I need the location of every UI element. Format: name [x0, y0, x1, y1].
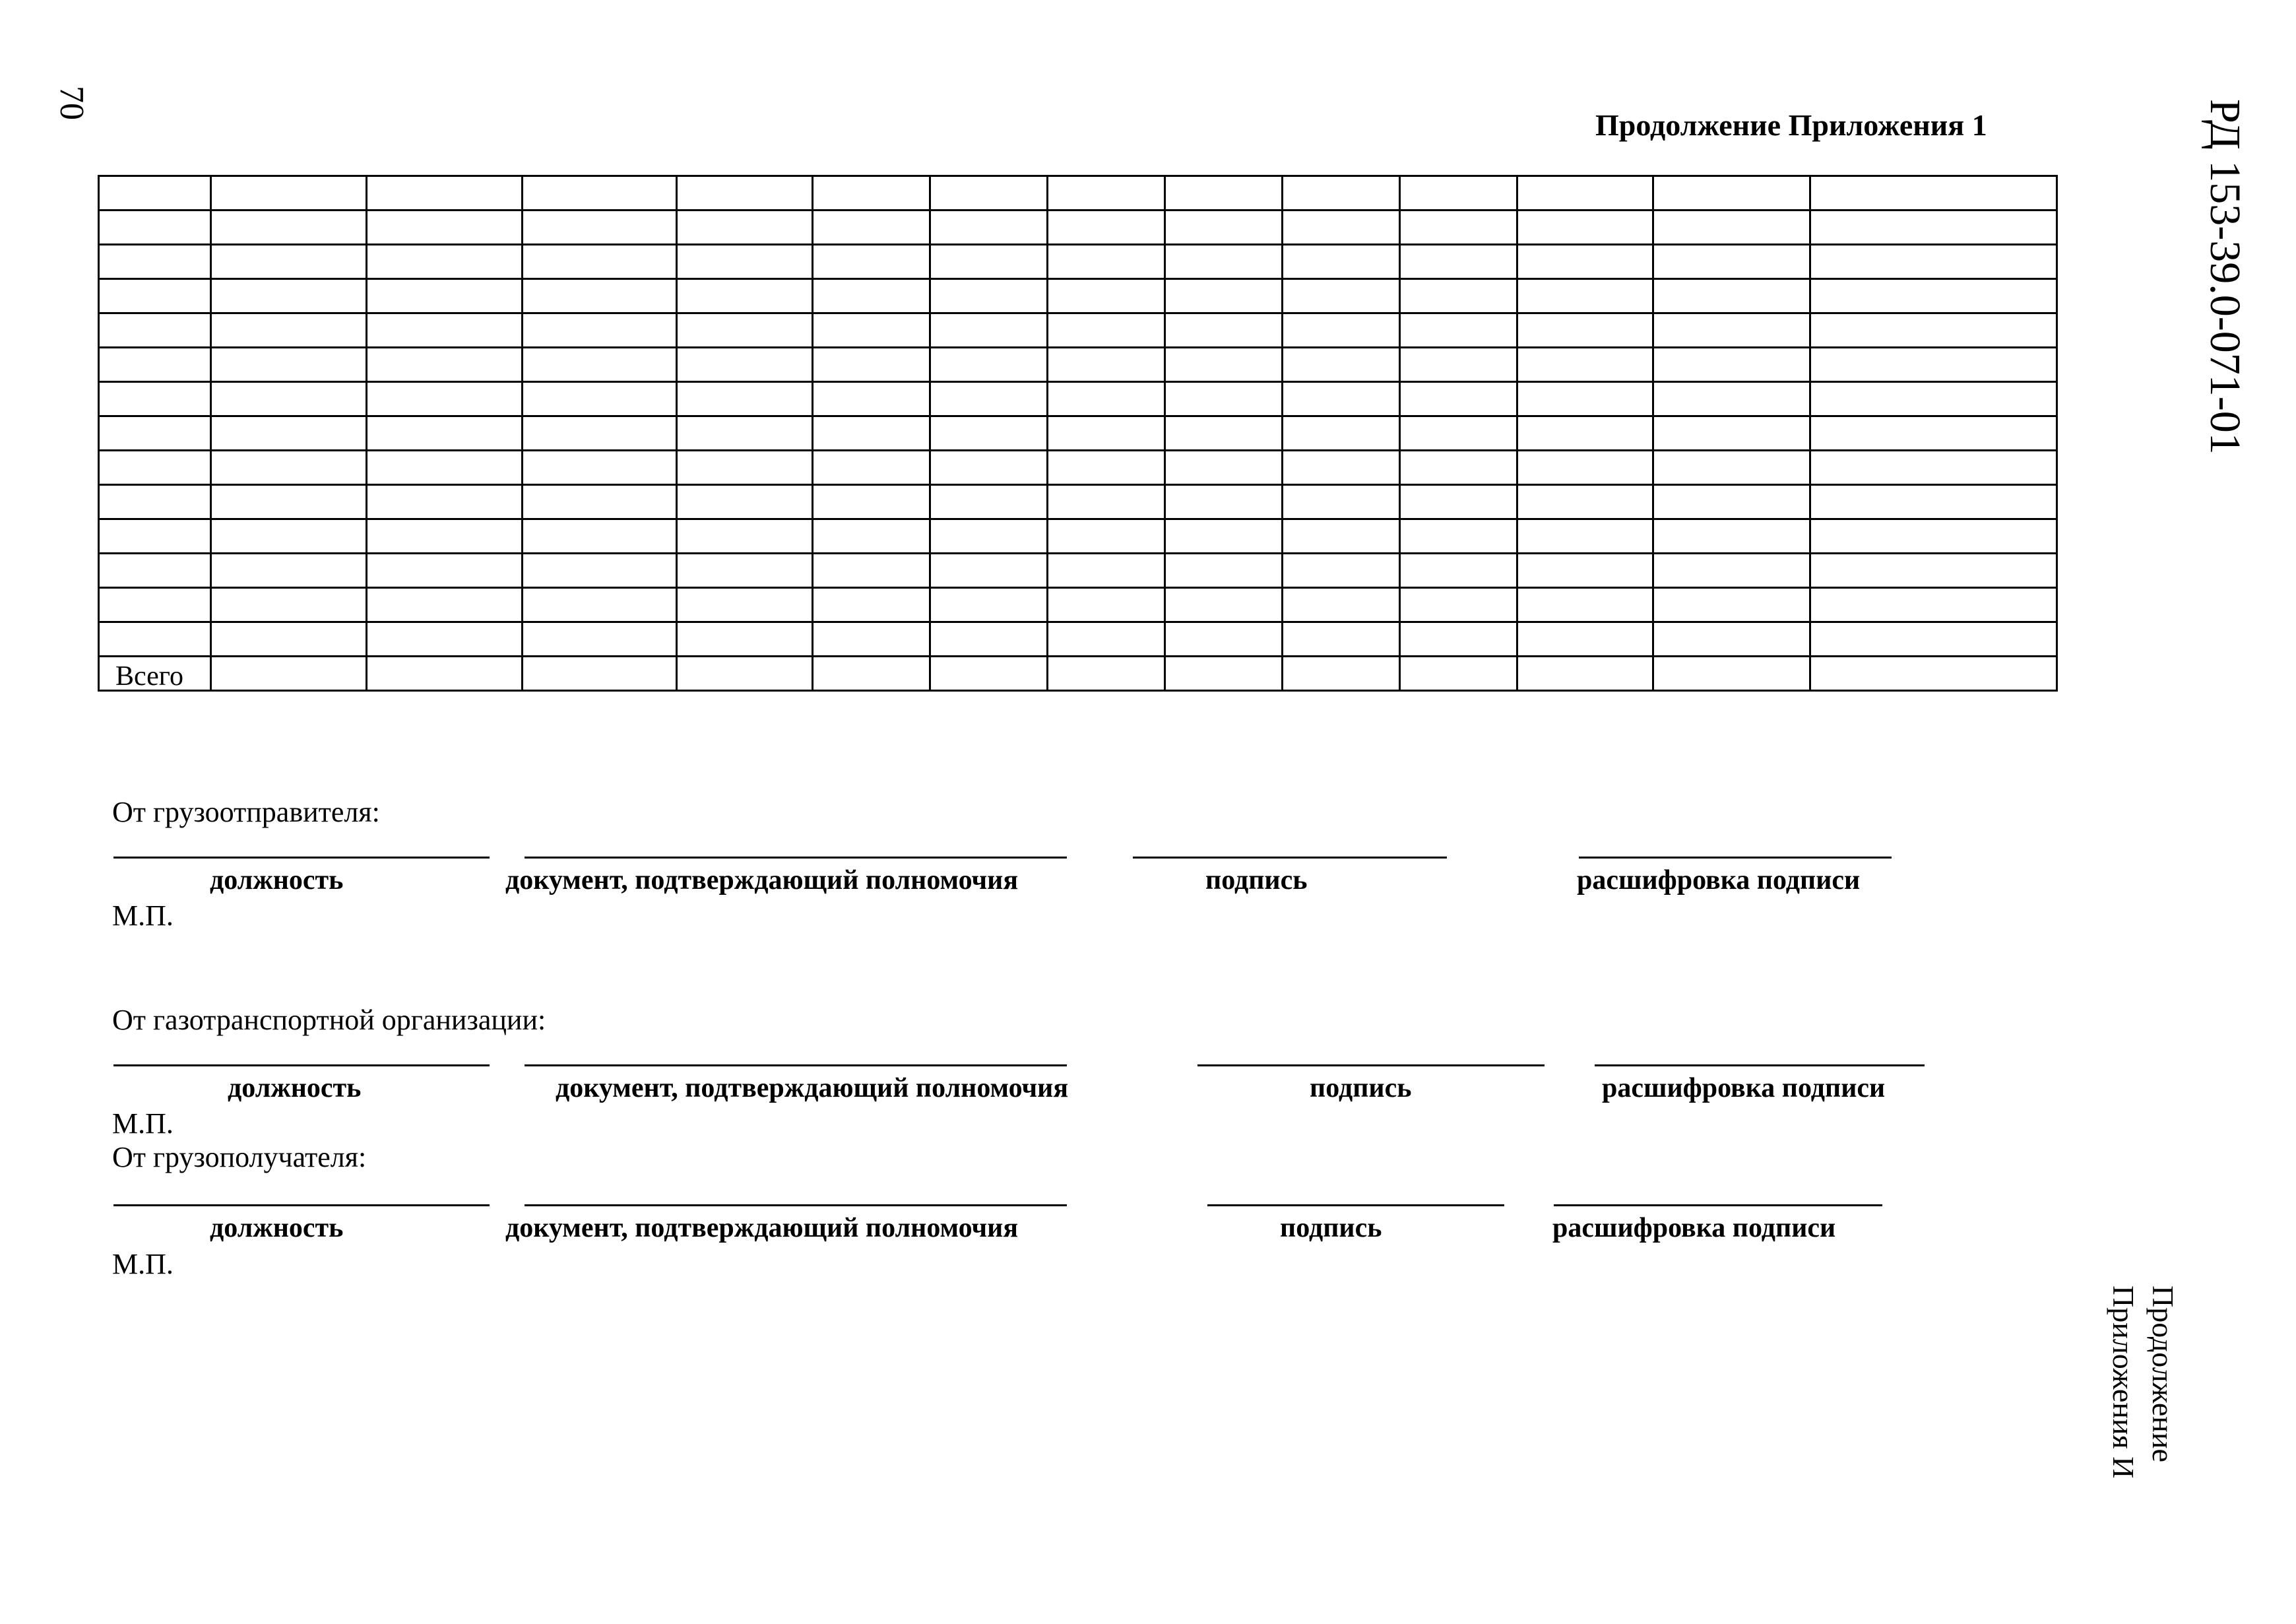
table-cell[interactable] — [211, 313, 367, 348]
table-row — [99, 554, 2057, 588]
table-cell[interactable] — [1048, 519, 1165, 554]
stamp-label: М.П. — [112, 1248, 174, 1280]
table-cell[interactable] — [367, 211, 523, 245]
table-cell[interactable] — [1810, 485, 2057, 519]
table-cell[interactable] — [1400, 554, 1517, 588]
caption-position: должность — [228, 1073, 362, 1103]
table-cell[interactable] — [99, 622, 211, 657]
table-cell[interactable] — [1517, 211, 1653, 245]
table-cell[interactable] — [930, 485, 1048, 519]
table-cell[interactable] — [1653, 519, 1810, 554]
signature-transcript-field-gas-transport[interactable] — [1595, 1064, 1925, 1066]
table-cell[interactable] — [813, 657, 930, 691]
table-cell[interactable] — [930, 279, 1048, 313]
table-cell[interactable] — [677, 245, 813, 279]
table-cell[interactable] — [677, 657, 813, 691]
table-cell[interactable] — [1048, 211, 1165, 245]
table-cell[interactable] — [1517, 416, 1653, 451]
table-cell[interactable] — [523, 416, 677, 451]
signature-transcript-field-consignee[interactable] — [1554, 1204, 1882, 1206]
table-cell[interactable] — [1400, 313, 1517, 348]
table-cell[interactable] — [1653, 382, 1810, 416]
table-cell[interactable] — [211, 588, 367, 622]
table-cell[interactable] — [1810, 416, 2057, 451]
table-cell[interactable] — [813, 313, 930, 348]
table-cell[interactable] — [367, 382, 523, 416]
table-cell[interactable] — [1165, 382, 1283, 416]
caption-authority-document: документ, подтверждающий полномочия — [505, 1213, 1019, 1243]
table-cell[interactable] — [1810, 279, 2057, 313]
table-cell[interactable] — [211, 657, 367, 691]
table-cell[interactable] — [523, 485, 677, 519]
table-cell[interactable] — [930, 211, 1048, 245]
table-cell[interactable] — [813, 245, 930, 279]
table-cell[interactable] — [1653, 416, 1810, 451]
table-cell[interactable] — [1810, 313, 2057, 348]
table-cell[interactable] — [677, 279, 813, 313]
table-cell[interactable] — [367, 245, 523, 279]
table-cell[interactable] — [1400, 382, 1517, 416]
table-cell[interactable] — [1048, 176, 1165, 211]
caption-signature-transcript: расшифровка подписи — [1552, 1213, 1836, 1243]
authority-document-field-shipper[interactable] — [525, 857, 1067, 859]
table-cell[interactable] — [99, 211, 211, 245]
stamp-label: М.П. — [112, 899, 174, 932]
table-cell[interactable] — [677, 588, 813, 622]
table-cell[interactable] — [367, 451, 523, 485]
table-row — [99, 313, 2057, 348]
table-cell[interactable] — [1810, 348, 2057, 382]
table-cell[interactable] — [367, 622, 523, 657]
table-cell[interactable] — [211, 245, 367, 279]
table-cell[interactable] — [523, 279, 677, 313]
table-cell[interactable] — [367, 554, 523, 588]
table-cell[interactable] — [1283, 211, 1400, 245]
table-cell[interactable] — [930, 451, 1048, 485]
table-cell[interactable] — [813, 279, 930, 313]
table-cell[interactable] — [367, 657, 523, 691]
table-cell[interactable] — [367, 485, 523, 519]
table-cell[interactable] — [813, 485, 930, 519]
table-cell[interactable] — [1400, 176, 1517, 211]
table-cell[interactable] — [1653, 588, 1810, 622]
table-cell[interactable] — [99, 279, 211, 313]
table-cell[interactable] — [677, 348, 813, 382]
signature-field-consignee[interactable] — [1207, 1204, 1504, 1206]
table-cell[interactable] — [211, 382, 367, 416]
table-cell[interactable] — [1517, 519, 1653, 554]
table-cell[interactable] — [1048, 588, 1165, 622]
table-cell[interactable] — [1283, 554, 1400, 588]
table-cell[interactable] — [813, 211, 930, 245]
table-cell[interactable] — [1653, 176, 1810, 211]
table-cell[interactable] — [1165, 348, 1283, 382]
table-cell[interactable] — [930, 245, 1048, 279]
caption-authority-document: документ, подтверждающий полномочия — [505, 865, 1019, 895]
table-cell[interactable] — [930, 176, 1048, 211]
table-row — [99, 519, 2057, 554]
table-cell[interactable] — [677, 485, 813, 519]
table-body — [99, 176, 2057, 691]
table-cell[interactable] — [1165, 657, 1283, 691]
table-cell[interactable] — [1283, 279, 1400, 313]
caption-position: должность — [210, 865, 344, 895]
table-cell[interactable] — [1400, 211, 1517, 245]
total-label: Всего — [99, 657, 211, 691]
position-field-shipper[interactable] — [113, 857, 490, 859]
table-cell[interactable] — [1283, 382, 1400, 416]
table-cell[interactable] — [1048, 657, 1165, 691]
table-cell[interactable] — [1810, 382, 2057, 416]
table-cell[interactable] — [1048, 622, 1165, 657]
table-cell[interactable] — [367, 348, 523, 382]
table-cell[interactable] — [367, 588, 523, 622]
table-cell[interactable] — [1165, 519, 1283, 554]
table-cell[interactable] — [99, 588, 211, 622]
table-cell[interactable] — [1283, 485, 1400, 519]
signature-transcript-field-shipper[interactable] — [1579, 857, 1892, 859]
table-cell[interactable] — [1048, 554, 1165, 588]
table-cell[interactable] — [813, 588, 930, 622]
table-cell[interactable] — [523, 657, 677, 691]
table-cell[interactable] — [99, 451, 211, 485]
stamp-label: М.П. — [112, 1107, 174, 1140]
table-cell[interactable] — [1165, 176, 1283, 211]
table-cell[interactable] — [1400, 245, 1517, 279]
table-cell[interactable] — [1810, 211, 2057, 245]
table-cell[interactable] — [367, 416, 523, 451]
caption-authority-document: документ, подтверждающий полномочия — [556, 1073, 1069, 1103]
table-cell[interactable] — [1283, 657, 1400, 691]
table-cell[interactable] — [211, 485, 367, 519]
table-cell[interactable] — [1400, 588, 1517, 622]
table-row — [99, 245, 2057, 279]
table-cell[interactable] — [1400, 657, 1517, 691]
table-cell[interactable] — [99, 176, 211, 211]
table-cell[interactable] — [1653, 313, 1810, 348]
side-note-line-2: Приложения И — [2107, 1285, 2140, 1479]
table-cell[interactable] — [1400, 485, 1517, 519]
table-cell[interactable] — [1165, 622, 1283, 657]
table-cell[interactable] — [1048, 348, 1165, 382]
table-cell[interactable] — [1653, 485, 1810, 519]
table-cell[interactable] — [677, 519, 813, 554]
table-cell[interactable] — [211, 176, 367, 211]
table-cell[interactable] — [1165, 554, 1283, 588]
table-cell[interactable] — [1810, 176, 2057, 211]
table-cell[interactable] — [1810, 657, 2057, 691]
table-cell[interactable] — [1165, 485, 1283, 519]
table-cell[interactable] — [523, 622, 677, 657]
caption-signature-transcript: расшифровка подписи — [1602, 1073, 1886, 1103]
table-cell[interactable] — [813, 451, 930, 485]
table-cell[interactable] — [1283, 176, 1400, 211]
table-cell[interactable] — [211, 554, 367, 588]
table-cell[interactable] — [813, 176, 930, 211]
table-cell[interactable] — [523, 451, 677, 485]
table-cell[interactable] — [1517, 279, 1653, 313]
table-cell[interactable] — [1048, 416, 1165, 451]
table-cell[interactable] — [677, 622, 813, 657]
table-cell[interactable] — [813, 348, 930, 382]
table-cell[interactable] — [99, 313, 211, 348]
table-cell[interactable] — [1653, 451, 1810, 485]
table-cell[interactable] — [1517, 554, 1653, 588]
table-cell[interactable] — [1165, 279, 1283, 313]
table-cell[interactable] — [1653, 622, 1810, 657]
table-cell[interactable] — [211, 519, 367, 554]
caption-signature: подпись — [1280, 1213, 1382, 1243]
table-cell[interactable] — [813, 382, 930, 416]
table-cell[interactable] — [1810, 554, 2057, 588]
section-title-gas-transport: От газотранспортной организации: — [112, 1004, 546, 1036]
table-row — [99, 176, 2057, 211]
table-cell[interactable] — [930, 519, 1048, 554]
caption-signature-transcript: расшифровка подписи — [1577, 865, 1861, 895]
table-cell[interactable] — [1517, 485, 1653, 519]
table-cell[interactable] — [1517, 622, 1653, 657]
table-cell[interactable] — [1048, 245, 1165, 279]
caption-signature: подпись — [1310, 1073, 1412, 1103]
table-row — [99, 622, 2057, 657]
table-cell[interactable] — [813, 622, 930, 657]
table-cell[interactable] — [930, 348, 1048, 382]
table-cell[interactable] — [523, 211, 677, 245]
table-cell[interactable] — [367, 313, 523, 348]
authority-document-field-consignee[interactable] — [525, 1204, 1067, 1206]
table-cell[interactable] — [367, 176, 523, 211]
table-cell[interactable] — [813, 554, 930, 588]
table-cell[interactable] — [1517, 657, 1653, 691]
caption-signature: подпись — [1205, 865, 1308, 895]
table-cell[interactable] — [99, 485, 211, 519]
table-cell[interactable] — [523, 382, 677, 416]
table-cell[interactable] — [1810, 245, 2057, 279]
table-cell[interactable] — [1165, 313, 1283, 348]
table-cell[interactable] — [1653, 348, 1810, 382]
table-cell[interactable] — [211, 416, 367, 451]
table-cell[interactable] — [1517, 176, 1653, 211]
table-cell[interactable] — [677, 451, 813, 485]
table-row — [99, 348, 2057, 382]
table-cell[interactable] — [523, 348, 677, 382]
table-cell[interactable] — [1283, 348, 1400, 382]
table-cell[interactable] — [1048, 279, 1165, 313]
table-cell[interactable] — [211, 451, 367, 485]
table-cell[interactable] — [677, 211, 813, 245]
side-note-line-1: Продолжение — [2146, 1285, 2180, 1462]
table-cell[interactable] — [1517, 313, 1653, 348]
table-cell[interactable] — [677, 176, 813, 211]
table-row — [99, 211, 2057, 245]
table-cell[interactable] — [211, 622, 367, 657]
page-number: 70 — [53, 86, 90, 120]
position-field-consignee[interactable] — [113, 1204, 490, 1206]
table-cell[interactable] — [1048, 313, 1165, 348]
table-cell[interactable] — [523, 588, 677, 622]
table-row — [99, 588, 2057, 622]
table-cell[interactable] — [1165, 451, 1283, 485]
table-cell[interactable] — [930, 657, 1048, 691]
table-cell[interactable] — [1400, 622, 1517, 657]
signature-field-gas-transport[interactable] — [1197, 1064, 1545, 1066]
table-cell[interactable] — [930, 554, 1048, 588]
table-cell[interactable] — [1653, 211, 1810, 245]
table-cell[interactable] — [1283, 622, 1400, 657]
table-cell[interactable] — [930, 588, 1048, 622]
table-cell[interactable] — [1283, 451, 1400, 485]
table-cell[interactable] — [1517, 348, 1653, 382]
table-cell[interactable] — [1517, 245, 1653, 279]
table-cell[interactable] — [1048, 485, 1165, 519]
table-cell[interactable] — [211, 348, 367, 382]
table-cell[interactable] — [1283, 245, 1400, 279]
table-cell[interactable] — [813, 519, 930, 554]
table-cell[interactable] — [523, 313, 677, 348]
table-cell[interactable] — [677, 416, 813, 451]
table-cell[interactable] — [99, 416, 211, 451]
table-cell[interactable] — [1400, 279, 1517, 313]
table-cell[interactable] — [1653, 279, 1810, 313]
continuation-heading: Продолжение Приложения 1 — [1595, 108, 1987, 142]
table-cell[interactable] — [677, 554, 813, 588]
table-cell[interactable] — [99, 382, 211, 416]
table-row — [99, 279, 2057, 313]
table-row — [99, 382, 2057, 416]
table-cell[interactable] — [677, 313, 813, 348]
side-continuation-note — [2103, 1285, 2183, 1478]
table-cell[interactable] — [930, 382, 1048, 416]
table-cell[interactable] — [1810, 451, 2057, 485]
table-cell[interactable] — [1653, 657, 1810, 691]
table-cell[interactable] — [523, 176, 677, 211]
data-table — [98, 175, 2058, 692]
table-cell[interactable] — [1400, 348, 1517, 382]
table-cell[interactable] — [1165, 245, 1283, 279]
section-title-consignee: От грузополучателя: — [112, 1141, 367, 1173]
table-row — [99, 485, 2057, 519]
table-cell[interactable] — [1283, 313, 1400, 348]
table-row — [99, 416, 2057, 451]
table-cell[interactable] — [813, 416, 930, 451]
table-cell[interactable] — [523, 554, 677, 588]
caption-position: должность — [210, 1213, 344, 1243]
table-cell[interactable] — [1517, 382, 1653, 416]
table-cell[interactable] — [523, 519, 677, 554]
table-total-row — [99, 657, 2057, 691]
table-cell[interactable] — [1517, 451, 1653, 485]
table-cell[interactable] — [367, 279, 523, 313]
table-cell[interactable] — [930, 313, 1048, 348]
document-code: РД 153-39.0-071-01 — [2201, 99, 2249, 455]
table-cell[interactable] — [930, 622, 1048, 657]
table-cell[interactable] — [211, 279, 367, 313]
table-cell[interactable] — [1517, 588, 1653, 622]
table-cell[interactable] — [99, 519, 211, 554]
table-cell[interactable] — [1400, 416, 1517, 451]
table-cell[interactable] — [1048, 382, 1165, 416]
section-title-shipper: От грузоотправителя: — [112, 796, 380, 828]
table-cell[interactable] — [1165, 588, 1283, 622]
authority-document-field-gas-transport[interactable] — [525, 1064, 1067, 1066]
signature-field-shipper[interactable] — [1133, 857, 1447, 859]
position-field-gas-transport[interactable] — [113, 1064, 490, 1066]
table-cell[interactable] — [1810, 622, 2057, 657]
table-cell[interactable] — [99, 348, 211, 382]
table-cell[interactable] — [1048, 451, 1165, 485]
table-cell[interactable] — [367, 519, 523, 554]
table-cell[interactable] — [677, 382, 813, 416]
table-cell[interactable] — [99, 245, 211, 279]
table-cell[interactable] — [1810, 588, 2057, 622]
table-cell[interactable] — [1653, 245, 1810, 279]
table-cell[interactable] — [1400, 519, 1517, 554]
table-cell[interactable] — [1283, 588, 1400, 622]
table-cell[interactable] — [99, 554, 211, 588]
table-cell[interactable] — [1165, 416, 1283, 451]
table-cell[interactable] — [211, 211, 367, 245]
table-cell[interactable] — [523, 245, 677, 279]
table-cell[interactable] — [1283, 416, 1400, 451]
table-cell[interactable] — [1810, 519, 2057, 554]
table-row — [99, 451, 2057, 485]
table-cell[interactable] — [1400, 451, 1517, 485]
table-cell[interactable] — [1165, 211, 1283, 245]
table-cell[interactable] — [930, 416, 1048, 451]
table-cell[interactable] — [1653, 554, 1810, 588]
table-cell[interactable] — [1283, 519, 1400, 554]
